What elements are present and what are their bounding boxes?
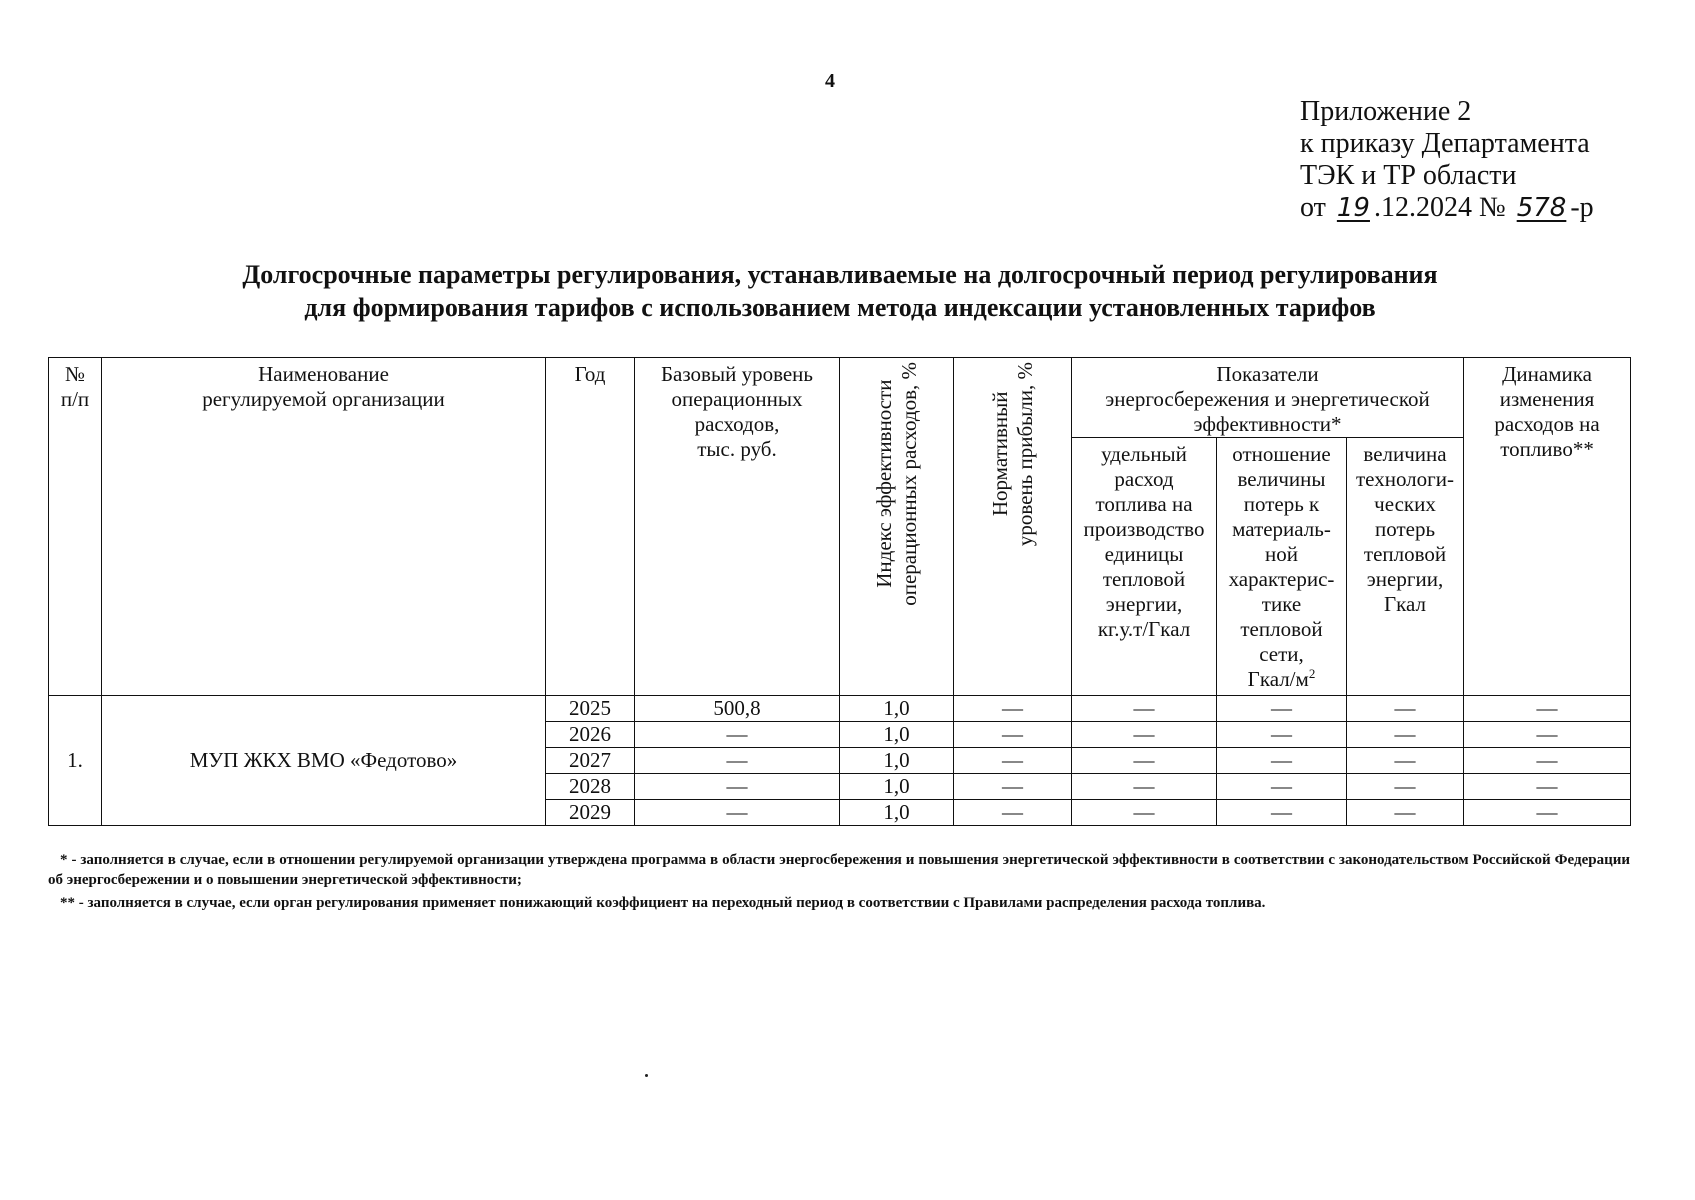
cell-fuel: — — [1072, 774, 1217, 800]
cell-fuel: — — [1072, 722, 1217, 748]
footnote-1: * - заполняется в случае, если в отношении регулируемой организации утверждена программа в области энергосбережения и повышения энергетической эффективности в соответствии с законодательством Российской Федерации об энергосбережении и о повышении энергетической эффективности; — [48, 852, 1630, 888]
header-loss-ratio — [1217, 438, 1347, 696]
cell-index: 1,0 — [840, 696, 954, 722]
cell-index: 1,0 — [840, 722, 954, 748]
cell-dynamics: — — [1464, 748, 1631, 774]
handwritten-day: 19 — [1336, 193, 1370, 223]
cell-profit: — — [954, 722, 1072, 748]
cell-loss-ratio: — — [1217, 722, 1347, 748]
cell-dynamics: — — [1464, 722, 1631, 748]
cell-dynamics: — — [1464, 800, 1631, 826]
header-loss-ratio-text: отношение величины потерь к материаль- ной характерис- тике тепловой сети, — [1228, 442, 1335, 666]
cell-loss-ratio: — — [1217, 774, 1347, 800]
title-line-2: для формирования тарифов с использованием метода индексации установленных тарифов — [304, 293, 1376, 322]
cell-dynamics: — — [1464, 774, 1631, 800]
cell-year: 2029 — [546, 800, 635, 826]
header-profit-level-text: Нормативный уровень прибыли, % — [987, 362, 1037, 547]
cell-tech-loss: — — [1347, 774, 1464, 800]
appendix-date-line — [1300, 192, 1680, 224]
appendix-line-1: Приложение 2 — [1300, 96, 1472, 127]
header-energy-group: Показатели энергосбережения и энергетической эффективности* — [1072, 358, 1464, 438]
header-profit-level — [954, 358, 1072, 696]
appendix-header — [1300, 96, 1680, 224]
cell-fuel: — — [1072, 748, 1217, 774]
cell-index: 1,0 — [840, 748, 954, 774]
header-loss-ratio-unit: Гкал/м — [1247, 667, 1309, 691]
document-title — [60, 258, 1620, 324]
header-loss-ratio-unit-sup: 2 — [1308, 666, 1316, 681]
table-body — [49, 696, 1631, 826]
cell-tech-loss: — — [1347, 722, 1464, 748]
org-name: МУП ЖКХ ВМО «Федотово» — [102, 696, 546, 826]
cell-loss-ratio: — — [1217, 748, 1347, 774]
scan-dot — [645, 1074, 648, 1077]
cell-profit: — — [954, 696, 1072, 722]
org-number: 1. — [49, 696, 102, 826]
page-number: 4 — [825, 70, 835, 92]
cell-fuel: — — [1072, 696, 1217, 722]
header-efficiency-index — [840, 358, 954, 696]
footnotes — [48, 850, 1630, 916]
cell-tech-loss: — — [1347, 696, 1464, 722]
cell-profit: — — [954, 748, 1072, 774]
header-fuel-dynamics: Динамика изменения расходов на топливо** — [1464, 358, 1631, 696]
cell-year: 2027 — [546, 748, 635, 774]
cell-tech-loss: — — [1347, 800, 1464, 826]
cell-index: 1,0 — [840, 800, 954, 826]
date-rest: .12.2024 № — [1373, 192, 1506, 223]
cell-year: 2028 — [546, 774, 635, 800]
order-suffix: -р — [1570, 192, 1594, 223]
cell-base: — — [635, 748, 840, 774]
cell-base: 500,8 — [635, 696, 840, 722]
cell-year: 2025 — [546, 696, 635, 722]
cell-tech-loss: — — [1347, 748, 1464, 774]
header-tech-losses: величина технологи- ческих потерь тепловой энергии, Гкал — [1347, 438, 1464, 696]
table-row — [49, 696, 1631, 722]
date-prefix: от — [1300, 192, 1326, 223]
appendix-line-3: ТЭК и ТР области — [1300, 160, 1517, 191]
header-efficiency-index-text: Индекс эффективности операционных расходов, % — [871, 362, 921, 606]
header-base-opex: Базовый уровень операционных расходов, тыс. руб. — [635, 358, 840, 696]
cell-year: 2026 — [546, 722, 635, 748]
cell-index: 1,0 — [840, 774, 954, 800]
appendix-line-2: к приказу Департамента — [1300, 128, 1590, 159]
cell-loss-ratio: — — [1217, 696, 1347, 722]
cell-profit: — — [954, 774, 1072, 800]
footnote-2: ** - заполняется в случае, если орган регулирования применяет понижающий коэффициент на переходный период в соответствии с Правилами распределения расхода топлива. — [60, 895, 1266, 911]
cell-base: — — [635, 774, 840, 800]
header-row-1 — [49, 358, 1631, 438]
cell-fuel: — — [1072, 800, 1217, 826]
header-num: № п/п — [49, 358, 102, 696]
cell-profit: — — [954, 800, 1072, 826]
cell-base: — — [635, 800, 840, 826]
handwritten-order-number: 578 — [1516, 193, 1567, 223]
header-year: Год — [546, 358, 635, 696]
cell-base: — — [635, 722, 840, 748]
header-fuel-consumption: удельный расход топлива на производство единицы тепловой энергии, кг.у.т/Гкал — [1072, 438, 1217, 696]
cell-loss-ratio: — — [1217, 800, 1347, 826]
header-org: Наименование регулируемой организации — [102, 358, 546, 696]
title-line-1: Долгосрочные параметры регулирования, устанавливаемые на долгосрочный период регулирования — [242, 260, 1438, 289]
parameters-table — [48, 357, 1631, 826]
cell-dynamics: — — [1464, 696, 1631, 722]
